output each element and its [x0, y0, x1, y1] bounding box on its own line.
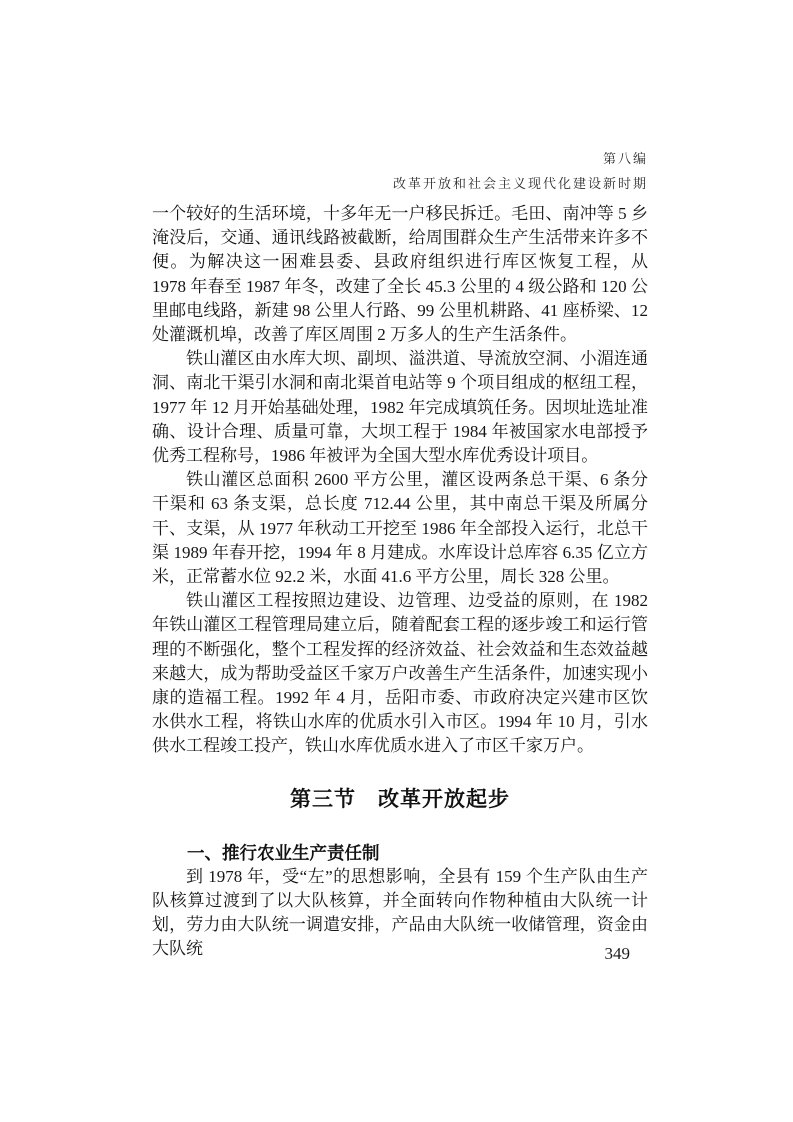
page-number: 349	[604, 944, 630, 963]
page-body	[152, 202, 648, 962]
running-header-volume: 第八编	[602, 151, 648, 166]
body-paragraph: 铁山灌区由水库大坝、副坝、溢洪道、导流放空洞、小湄连通洞、南北干渠引水洞和南北渠首电站等 9 个项目组成的枢纽工程，1977 年 12 月开始基础处理，1982 年完成填筑任务。因坝址选址准确、设计合理、质量可靠，大坝工程于 1984 年被国家水电部授予优秀工程称号，1986 年被评为全国大型水库优秀设计项目。	[152, 349, 648, 466]
running-header-title: 改革开放和社会主义现代化建设新时期	[392, 176, 648, 191]
body-paragraph: 到 1978 年，受“左”的思想影响，全县有 159 个生产队由生产队核算过渡到了以大队核算，并全面转向作物种植由大队统一计划，劳力由大队统一调遣安排，产品由大队统一收储管理，资金由大队统	[152, 866, 648, 959]
subsection-heading: 一、推行农业生产责任制	[187, 842, 380, 863]
section-heading: 第三节 改革开放起步	[290, 787, 510, 811]
running-header	[152, 146, 648, 196]
body-paragraph: 铁山灌区工程按照边建设、边管理、边受益的原则，在 1982 年铁山灌区工程管理局建立后，随着配套工程的逐步竣工和运行管理的不断强化，整个工程发挥的经济效益、社会效益和生态效益越来越大，成为帮助受益区千家万户改善生产生活条件，加速实现小康的造福工程。1992 年 4 月，岳阳市委、市政府决定兴建市区饮水供水工程，将铁山水库的优质水引入市区。1994 年 10 月，引水供水工程竣工投产，铁山水库优质水进入了市区千家万户。	[152, 591, 648, 756]
body-paragraph: 铁山灌区总面积 2600 平方公里，灌区设两条总干渠、6 条分干渠和 63 条支渠，总长度 712.44 公里，其中南总干渠及所属分干、支渠，从 1977 年秋动工开挖至 1986 年全部投入运行，北总干渠 1989 年春开挖，1994 年 8 月建成。水库设计总库容 6.35 亿立方米，正常蓄水位 92.2 米，水面 41.6 平方公里，周长 328 公里。	[152, 470, 648, 587]
body-paragraph: 一个较好的生活环境，十多年无一户移民拆迁。毛田、南冲等 5 乡淹没后，交通、通讯线路被截断，给周围群众生产生活带来许多不便。为解决这一困难县委、县政府组织进行库区恢复工程，从 1978 年春至 1987 年冬，改建了全长 45.3 公里的 4 级公路和 120 公里邮电线路，新建 98 公里人行路、99 公里机耕路、41 座桥梁、12 处灌溉机埠，改善了库区周围 2 万多人的生产生活条件。	[152, 204, 648, 345]
